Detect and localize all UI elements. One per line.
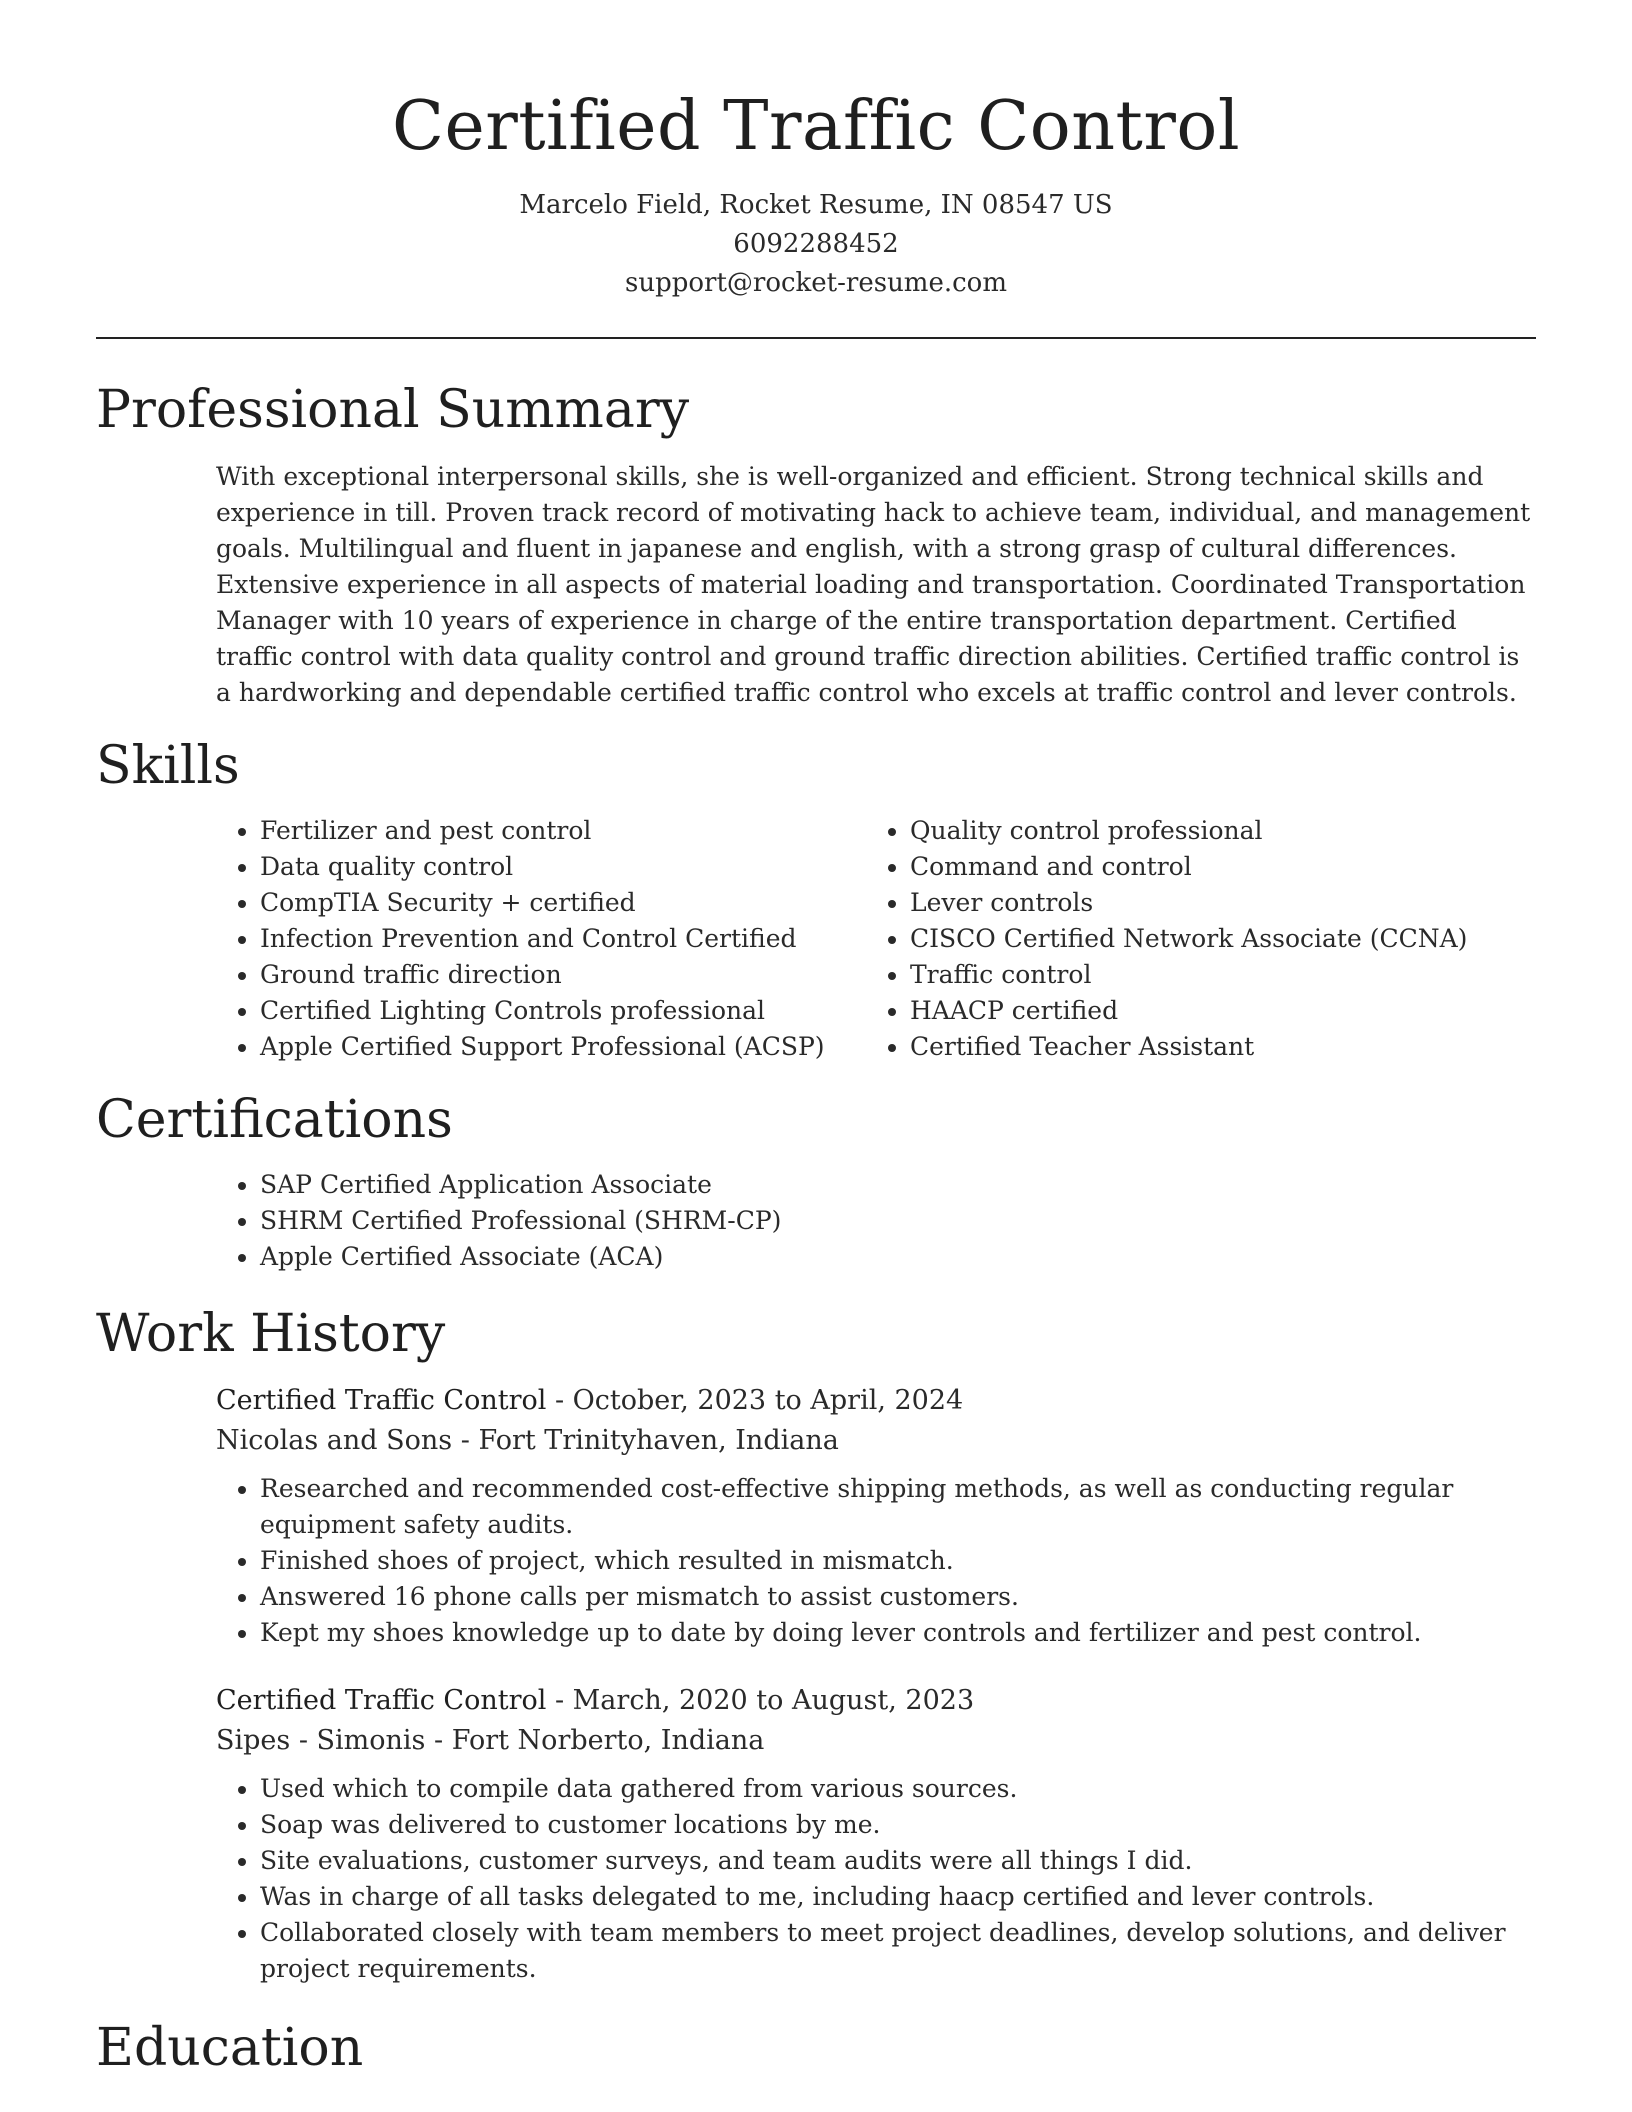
list-item: • Fertilizer and pest control (260, 813, 866, 849)
header-divider (96, 337, 1536, 339)
certifications-section (96, 1085, 1536, 1275)
list-item: • CompTIA Security + certified (260, 885, 866, 921)
job-role: Certified Traffic Control (216, 1685, 547, 1716)
list-item: • Command and control (910, 849, 1516, 885)
education-section (96, 2013, 1536, 2083)
job-entry (216, 1381, 1536, 1651)
list-item: • Soap was delivered to customer locations by me. (260, 1807, 1536, 1843)
job-bullets (216, 1471, 1536, 1651)
job-bullets (216, 1771, 1536, 1987)
skills-column-right (866, 813, 1516, 1065)
list-item: • Researched and recommended cost-effective shipping methods, as well as conducting regular equipment safety audits. (260, 1471, 1536, 1543)
skills-heading: Skills (96, 736, 240, 796)
list-item: • CISCO Certified Network Associate (CCNA) (910, 921, 1516, 957)
list-item: • SHRM Certified Professional (SHRM-CP) (260, 1203, 1536, 1239)
skills-column-left (216, 813, 866, 1065)
job-title-line (216, 1381, 1536, 1421)
list-item: • HAACP certified (910, 993, 1516, 1029)
list-item: • Certified Teacher Assistant (910, 1029, 1516, 1065)
skills-section (96, 731, 1536, 1065)
list-item: • Certified Lighting Controls professional (260, 993, 866, 1029)
list-item: • Lever controls (910, 885, 1516, 921)
job-dates: - March, 2020 to August, 2023 (546, 1685, 975, 1716)
list-item: • Ground traffic direction (260, 957, 866, 993)
list-item: • Traffic control (910, 957, 1516, 993)
contact-phone: 6092288452 (733, 229, 899, 259)
job-employer: Sipes - Simonis (216, 1725, 426, 1756)
job-employer: Nicolas and Sons (216, 1425, 453, 1456)
contact-address: Marcelo Field, Rocket Resume, IN 08547 US (519, 190, 1113, 220)
job-employer-line (216, 1421, 1536, 1461)
list-item: • Data quality control (260, 849, 866, 885)
job-location: - Fort Norberto, Indiana (425, 1725, 765, 1756)
job-dates: - October, 2023 to April, 2024 (546, 1385, 964, 1416)
contact-email[interactable]: support@rocket-resume.com (624, 268, 1007, 298)
list-item: • Used which to compile data gathered from various sources. (260, 1771, 1536, 1807)
list-item: • Site evaluations, customer surveys, and team audits were all things I did. (260, 1843, 1536, 1879)
work-history-heading: Work History (96, 1304, 446, 1364)
education-heading: Education (96, 2018, 364, 2078)
resume-title: Certified Traffic Control (391, 87, 1241, 166)
summary-section (96, 375, 1536, 711)
certifications-heading: Certifications (96, 1090, 453, 1150)
list-item: • Was in charge of all tasks delegated to me, including haacp certified and lever controls. (260, 1879, 1536, 1915)
list-item: • Quality control professional (910, 813, 1516, 849)
certifications-list (216, 1167, 1536, 1275)
list-item: • Collaborated closely with team members to meet project deadlines, develop solutions, and deliver project requirements. (260, 1915, 1536, 1987)
list-item: • Answered 16 phone calls per mismatch to assist customers. (260, 1579, 1536, 1615)
job-role: Certified Traffic Control (216, 1385, 547, 1416)
job-location: - Fort Trinityhaven, Indiana (452, 1425, 839, 1456)
summary-heading: Professional Summary (96, 380, 690, 440)
job-employer-line (216, 1721, 1536, 1761)
list-item: • Infection Prevention and Control Certified (260, 921, 866, 957)
list-item: • Kept my shoes knowledge up to date by doing lever controls and fertilizer and pest control. (260, 1615, 1536, 1651)
job-title-line (216, 1681, 1536, 1721)
resume-header (96, 0, 1536, 303)
contact-info (96, 186, 1536, 303)
list-item: • Finished shoes of project, which resulted in mismatch. (260, 1543, 1536, 1579)
list-item: • SAP Certified Application Associate (260, 1167, 1536, 1203)
job-entry (216, 1681, 1536, 1987)
list-item: • Apple Certified Associate (ACA) (260, 1239, 1536, 1275)
work-history-section (96, 1299, 1536, 1987)
list-item: • Apple Certified Support Professional (ACSP) (260, 1029, 866, 1065)
summary-text: With exceptional interpersonal skills, she is well-organized and efficient. Strong technical skills and experience in till. Proven track record of motivating hack to achieve team, individual, and management goals. Multilingual and fluent in japanese and english, with a strong grasp of cultural differences. Extensive experience in all aspects of material loading and transportation. Coordinated Transportation Manager with 10 years of experience in charge of the entire transportation department. Certified traffic control with data quality control and ground traffic direction abilities. Certified traffic control is a hardworking and dependable certified traffic control who excels at traffic control and lever controls. (216, 462, 1531, 707)
skills-grid (96, 813, 1536, 1065)
